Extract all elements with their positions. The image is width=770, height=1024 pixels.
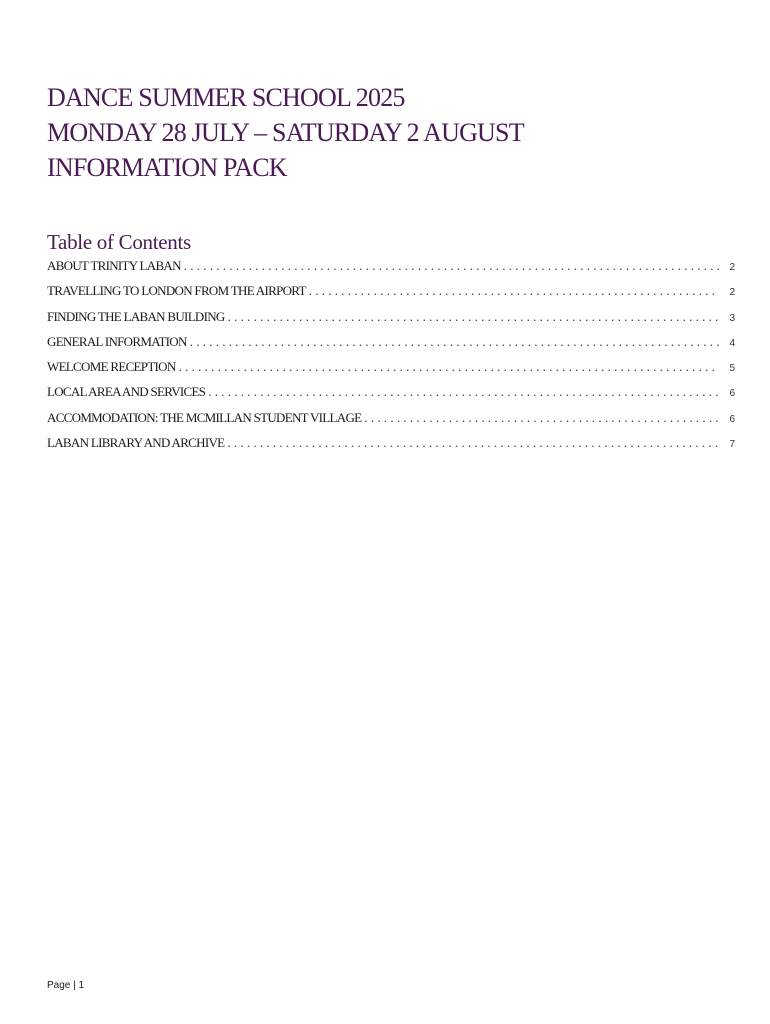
title-line-dates: MONDAY 28 JULY – SATURDAY 2 AUGUST <box>47 118 524 147</box>
toc-entry-label: WELCOME RECEPTION <box>47 359 176 375</box>
document-title <box>47 80 524 185</box>
toc-heading: Table of Contents <box>47 230 191 254</box>
toc-entry-label: TRAVELLING TO LONDON FROM THE AIRPORT <box>47 283 306 299</box>
toc-entry-label: ABOUT TRINITY LABAN <box>47 258 181 273</box>
toc-entry-label: ACCOMMODATION: THE MCMILLAN STUDENT VILLAGE <box>47 409 362 425</box>
toc-entry-general-information[interactable] <box>47 334 735 359</box>
toc-entry-label: FINDING THE LABAN BUILDING <box>47 308 225 324</box>
toc-entry-finding-laban-building[interactable] <box>47 309 735 334</box>
toc-page-number: 7 <box>729 439 735 451</box>
toc-page-number: 6 <box>729 413 735 425</box>
title-line-event: DANCE SUMMER SCHOOL 2025 <box>47 83 405 112</box>
toc-page-number: 3 <box>729 312 735 324</box>
toc-entry-accommodation[interactable] <box>47 410 735 435</box>
toc-entry-library-archive[interactable] <box>47 435 735 460</box>
toc-dot-leader <box>309 283 719 299</box>
toc-page-number: 4 <box>729 337 735 349</box>
toc-entry-about-trinity-laban[interactable] <box>47 258 735 283</box>
toc-page-number: 6 <box>729 388 735 400</box>
toc-dot-leader <box>179 359 719 375</box>
toc-dot-leader <box>208 384 719 400</box>
page-number-footer: Page | 1 <box>47 980 85 991</box>
toc-entry-local-area-services[interactable] <box>47 384 735 409</box>
toc-dot-leader <box>228 309 719 325</box>
toc-entry-travelling-to-london[interactable] <box>47 283 735 308</box>
toc-entry-welcome-reception[interactable] <box>47 359 735 384</box>
toc-dot-leader <box>364 410 719 426</box>
toc-entry-label: LABAN LIBRARY AND ARCHIVE <box>47 435 225 451</box>
title-line-pack: INFORMATION PACK <box>47 153 287 182</box>
toc-page-number: 2 <box>729 287 735 299</box>
toc-page-number: 5 <box>729 363 735 375</box>
toc-entry-label: LOCAL AREA AND SERVICES <box>47 384 206 400</box>
table-of-contents <box>47 258 735 460</box>
toc-dot-leader <box>190 334 719 350</box>
toc-dot-leader <box>227 435 719 451</box>
toc-dot-leader <box>184 258 719 274</box>
toc-page-number: 2 <box>729 262 735 273</box>
toc-entry-label: GENERAL INFORMATION <box>47 333 187 349</box>
